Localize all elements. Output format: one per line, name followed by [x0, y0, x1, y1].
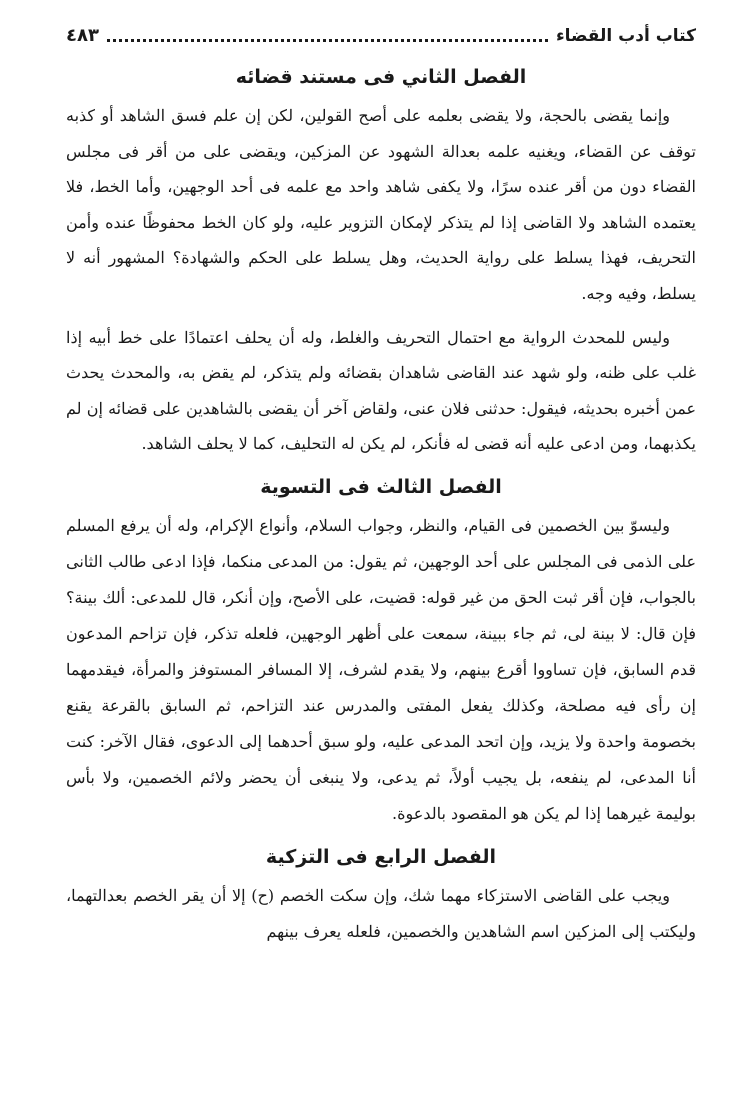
section-heading-4: الفصل الرابع فى التزكية — [265, 845, 497, 868]
book-page — [66, 22, 696, 949]
page-number: ٤٨٣ — [66, 25, 99, 46]
paragraph: وإنما يقضى بالحجة، ولا يقضى بعلمه على أصح القولين، لكن إن علم فسق الشاهد أو كذبه توقف عن القضاء، ويغنيه علمه بعدالة الشهود عن المزكين، ويقضى على من أقر فى مجلس القضاء دون من أقر عنده سرًا، ولا يكفى شاهد واحد مع علمه فى أحد الوجهين، وأما الخط، فلا يعتمده الشاهد ولا القاضى إذا لم يتذكر لإمكان التزوير عليه، ولو كان الخط محفوظًا عنده وأمن التحريف، فهذا يسلط على رواية الحديث، وهل يسلط على الحكم والشهادة؟ المشهور أنه لا يسلط، وفيه وجه. — [66, 106, 696, 303]
section-heading-2: الفصل الثاني فى مستند قضائه — [235, 66, 527, 88]
paragraph: وليس للمحدث الرواية مع احتمال التحريف والغلط، وله أن يحلف اعتمادًا على خط أبيه إذا غلب على ظنه، ولو شهد عند القاضى شاهدان بقضائه ولم يتذكر، لم يقض به، والمحدث يحدث عمن أخبره بحديثه، فيقول: حدثنى فلان عنى، ولقاض آخر أن يقضى بالشاهدين على قضائه إن لم يكذبهما، ومن ادعى عليه أنه قضى له فأنكر، لم يكن له التحليف، كما لا يحلف الشاهد. — [66, 327, 696, 454]
book-title: كتاب أدب القضاء — [555, 26, 696, 46]
section-heading-3: الفصل الثالث فى التسوية — [260, 475, 502, 498]
paragraph: وليسوّ بين الخصمين فى القيام، والنظر، وجواب السلام، وأنواع الإكرام، وله أن يرفع المسلم على الذمى فى المجلس على أحد الوجهين، ثم يقول: من المدعى منكما، فإذا ادعى طالب الثانى بالجواب، فإن أقر ثبت الحق من غير قوله: قضيت، على الأصح، وإن أنكر، قال للمدعى: ألك بينة؟ فإن قال: لا بينة لى، ثم جاء ببينة، سمعت على أظهر الوجهين، فلعله تذكر، فإن تزاحم المدعون قدم السابق، فإن تساووا أقرع بينهم، ولا يقدم لشرف، إلا المسافر المستوفز والمرأة، فيقدمهما إن رأى فيه مصلحة، وكذلك يفعل المفتى والمدرس عند التزاحم، ثم السابق بالقرعة يقنع بخصومة واحدة ولا يزيد، وإن اتحد المدعى عليه، ولو سبق أحدهما إلى الدعوى، فقال الآخر: كنت أنا المدعى، لم ينفعه، بل يجيب أولاً، ثم يدعى، ولا ينبغى أن يحضر ولائم الخصمين، ولا بأس بوليمة غيرهما إذا لم يكن هو المقصود بالدعوة. — [66, 515, 696, 823]
paragraph: ويجب على القاضى الاستزكاء مهما شك، وإن سكت الخصم (ح) إلا أن يقر الخصم بعدالتهما، وليكتب إلى المزكين اسم الشاهدين والخصمين، فلعله يعرف بينهم — [66, 885, 696, 941]
running-header — [66, 22, 696, 50]
header-dot-leader — [107, 39, 548, 42]
